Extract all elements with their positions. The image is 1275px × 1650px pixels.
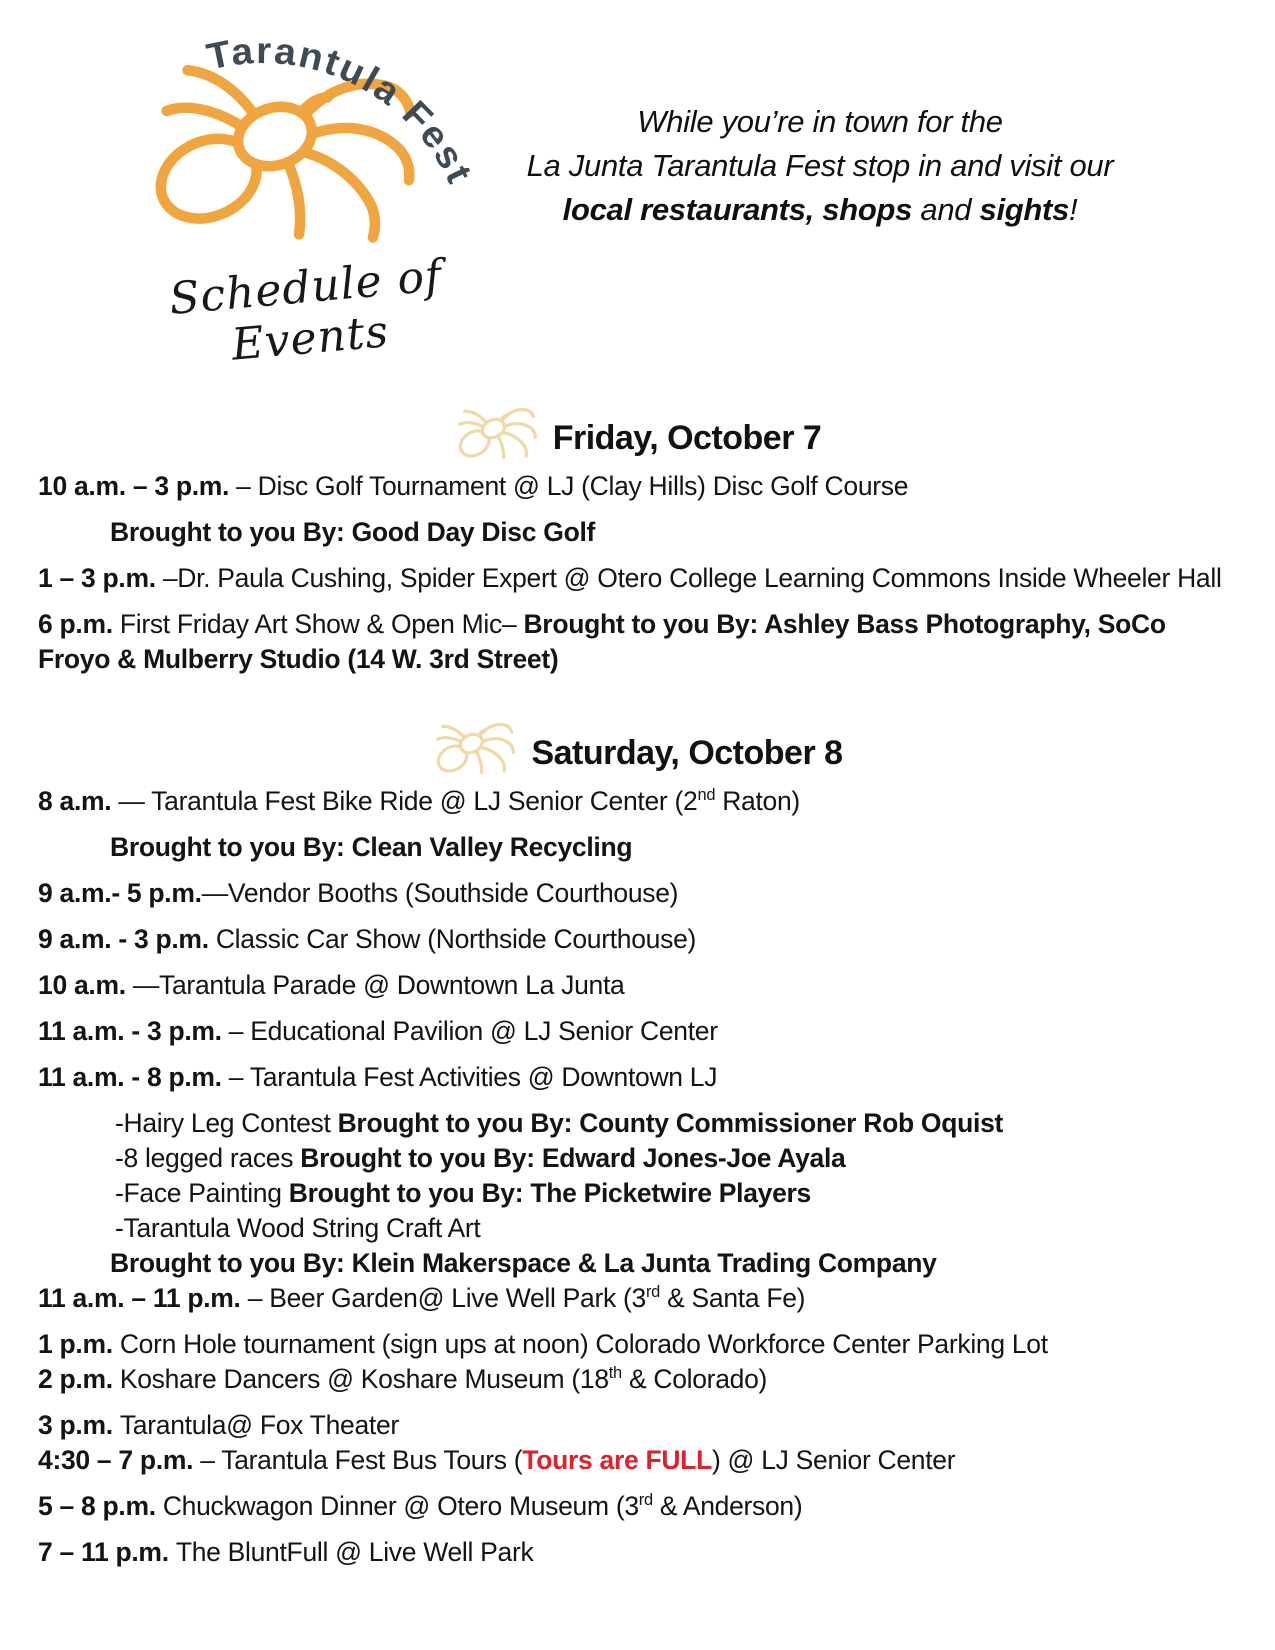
event-line: 11 a.m. - 8 p.m. – Tarantula Fest Activities @ Downtown LJ	[38, 1062, 718, 1092]
event-line: 9 a.m.- 5 p.m.—Vendor Booths (Southside Courthouse)	[38, 878, 679, 908]
schedule-sections	[0, 388, 1275, 1570]
sub-item-line: -Hairy Leg Contest Brought to you By: County Commissioner Rob Oquist	[115, 1108, 1004, 1138]
section-header-saturday	[38, 703, 1230, 773]
intro-text	[458, 100, 1182, 232]
tours-full-notice: Tours are FULL	[522, 1445, 712, 1475]
spider-icon	[443, 383, 547, 471]
sub-item-line: -8 legged races Brought to you By: Edward Jones-Joe Ayala	[115, 1143, 846, 1173]
event-line: 2 p.m. Koshare Dancers @ Koshare Museum (18th & Colorado)	[38, 1364, 768, 1394]
intro-line-3: local restaurants, shops and sights!	[562, 192, 1078, 228]
event-line: 4:30 – 7 p.m. – Tarantula Fest Bus Tours (Tours are FULL) @ LJ Senior Center	[38, 1445, 956, 1475]
event-line: 11 a.m. – 11 p.m. – Beer Garden@ Live Well Park (3rd & Santa Fe)	[38, 1283, 806, 1313]
brought-by-line: Brought to you By: Klein Makerspace & La Junta Trading Company	[110, 1248, 937, 1278]
svg-text:Tarantula Fest: Tarantula Fest	[203, 30, 481, 190]
brought-by-line: Brought to you By: Good Day Disc Golf	[110, 517, 596, 547]
schedule-of-events-script: Schedule of Events	[167, 250, 445, 371]
section-friday	[38, 388, 1230, 677]
section-title: Friday, October 7	[552, 419, 822, 457]
sub-item-line: -Face Painting Brought to you By: The Picketwire Players	[115, 1178, 811, 1208]
event-line: 8 a.m. — Tarantula Fest Bike Ride @ LJ Senior Center (2nd Raton)	[38, 786, 800, 816]
brought-by-line: Brought to you By: Clean Valley Recycling	[110, 832, 633, 862]
event-line: 7 – 11 p.m. The BluntFull @ Live Well Park	[38, 1537, 534, 1567]
event-line: 10 a.m. – 3 p.m. – Disc Golf Tournament @ LJ (Clay Hills) Disc Golf Course	[38, 471, 909, 501]
event-line: 9 a.m. - 3 p.m. Classic Car Show (Northside Courthouse)	[38, 924, 697, 954]
event-line: 5 – 8 p.m. Chuckwagon Dinner @ Otero Museum (3rd & Anderson)	[38, 1491, 803, 1521]
tarantula-fest-logo	[122, 4, 482, 371]
event-line: 11 a.m. - 3 p.m. – Educational Pavilion @ LJ Senior Center	[38, 1016, 718, 1046]
sub-item-line: -Tarantula Wood String Craft Art	[115, 1213, 481, 1243]
intro-line-1: While you’re in town for the	[637, 104, 1003, 139]
spider-icon	[422, 698, 526, 786]
event-line: 3 p.m. Tarantula@ Fox Theater	[38, 1410, 399, 1440]
event-line: 1 p.m. Corn Hole tournament (sign ups at noon) Colorado Workforce Center Parking Lot	[38, 1329, 1048, 1359]
section-title: Saturday, October 8	[531, 734, 843, 772]
flyer-header	[0, 0, 1275, 371]
section-header-friday	[38, 388, 1230, 458]
event-line: 10 a.m. —Tarantula Parade @ Downtown La Junta	[38, 970, 625, 1000]
event-line: 1 – 3 p.m. –Dr. Paula Cushing, Spider Expert @ Otero College Learning Commons Inside Wheeler Hall	[38, 563, 1222, 593]
section-saturday	[38, 703, 1230, 1570]
intro-line-2: La Junta Tarantula Fest stop in and visit our	[526, 148, 1114, 184]
event-line: 6 p.m. First Friday Art Show & Open Mic– Brought to you By: Ashley Bass Photography, SoCo Froyo & Mulberry Studio (14 W. 3rd Street)	[38, 609, 1166, 674]
